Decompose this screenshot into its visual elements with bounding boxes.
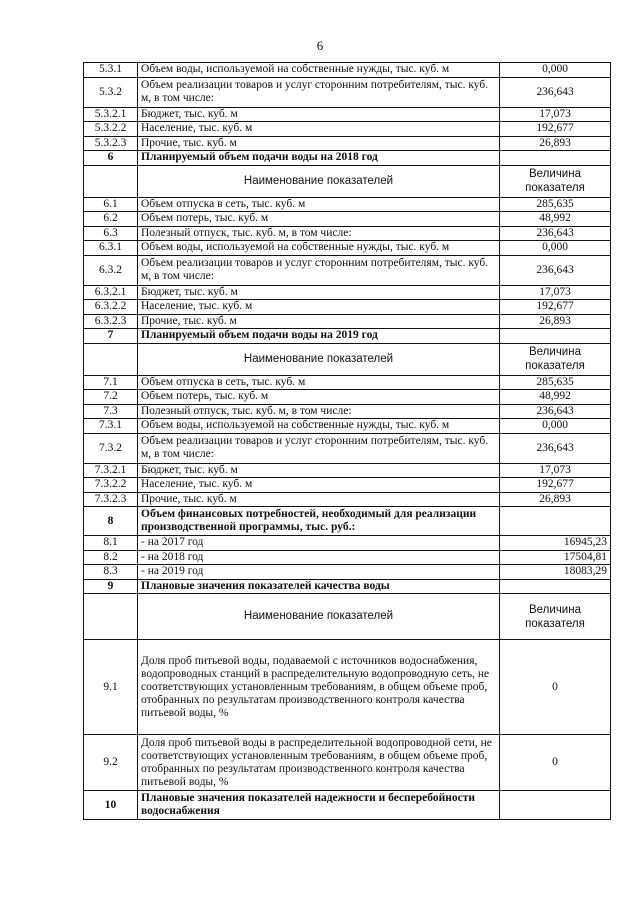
page-number: 6: [316, 38, 324, 53]
column-header-number: [84, 343, 138, 375]
row-indicator: Полезный отпуск, тыс. куб. м, в том числе:: [138, 226, 500, 241]
row-indicator: - на 2018 год: [138, 550, 500, 565]
row-indicator: - на 2017 год: [138, 536, 500, 551]
section-header-row: [84, 151, 611, 166]
table-row: [84, 197, 611, 212]
row-number: 7.3.1: [84, 419, 138, 434]
table-row: [84, 640, 611, 735]
row-value: 236,643: [500, 255, 611, 285]
table-row: [84, 285, 611, 300]
row-number: 7.3.2.2: [84, 478, 138, 493]
row-indicator: Население, тыс. куб. м: [138, 300, 500, 315]
column-header-value: Величина показателя: [500, 165, 611, 197]
row-value: 17504,81: [500, 550, 611, 565]
table-row: [84, 107, 611, 122]
section-title: Объем финансовых потребностей, необходимый для реализации производственной программы, тыс. руб.:: [138, 507, 500, 536]
section-empty: [500, 507, 611, 536]
row-indicator: Население, тыс. куб. м: [138, 478, 500, 493]
row-indicator: Население, тыс. куб. м: [138, 122, 500, 137]
row-indicator: Прочие, тыс. куб. м: [138, 492, 500, 507]
row-indicator: Доля проб питьевой воды в распределительной водопроводной сети, не соответствующих установленным требованиям, в общем объеме проб, отобранных по результатам производственного контроля качества питьевой воды, %: [138, 735, 500, 791]
row-value: 192,677: [500, 122, 611, 137]
row-number: 6.3.2.2: [84, 300, 138, 315]
row-indicator: Объем воды, используемой на собственные нужды, тыс. куб. м: [138, 419, 500, 434]
row-value: 18083,29: [500, 565, 611, 580]
table-row: [84, 314, 611, 329]
row-indicator: Объем реализации товаров и услуг сторонним потребителям, тыс. куб. м, в том числе:: [138, 255, 500, 285]
section-number: 8: [84, 507, 138, 536]
section-number: 9: [84, 579, 138, 594]
column-header-name: Наименование показателей: [138, 165, 500, 197]
row-number: 7.2: [84, 390, 138, 405]
row-number: 6.3.2.3: [84, 314, 138, 329]
row-number: 9.1: [84, 640, 138, 735]
row-indicator: Доля проб питьевой воды, подаваемой с источников водоснабжения, водопроводных станций в распределительную водопроводную сеть, не соответствующих установленным требованиям, в общем объеме проб, отобранных по результатам производственного контроля качества питьевой воды, %: [138, 640, 500, 735]
column-header-name: Наименование показателей: [138, 343, 500, 375]
section-title: Планируемый объем подачи воды на 2019 год: [138, 329, 500, 344]
table-row: [84, 419, 611, 434]
row-number: 7.3.2: [84, 433, 138, 463]
table-row: [84, 478, 611, 493]
row-number: 8.2: [84, 550, 138, 565]
row-indicator: Объем отпуска в сеть, тыс. куб. м: [138, 375, 500, 390]
row-number: 5.3.1: [84, 63, 138, 78]
table-row: [84, 492, 611, 507]
row-number: 5.3.2.1: [84, 107, 138, 122]
column-header-number: [84, 165, 138, 197]
table-row: [84, 390, 611, 405]
row-indicator: Объем отпуска в сеть, тыс. куб. м: [138, 197, 500, 212]
row-number: 5.3.2.2: [84, 122, 138, 137]
row-value: 236,643: [500, 433, 611, 463]
section-title: Плановые значения показателей качества воды: [138, 579, 500, 594]
row-value: 26,893: [500, 492, 611, 507]
row-indicator: Бюджет, тыс. куб. м: [138, 107, 500, 122]
row-number: 6.3.2.1: [84, 285, 138, 300]
column-header-row: [84, 594, 611, 640]
row-number: 6.3.1: [84, 241, 138, 256]
program-table: [83, 62, 611, 820]
row-number: 6.2: [84, 212, 138, 227]
section-empty: [500, 579, 611, 594]
row-number: 7.3.2.3: [84, 492, 138, 507]
row-value: 236,643: [500, 404, 611, 419]
row-number: 7.3.2.1: [84, 463, 138, 478]
row-number: 6.3.2: [84, 255, 138, 285]
row-number: 7.3: [84, 404, 138, 419]
row-indicator: Прочие, тыс. куб. м: [138, 136, 500, 151]
row-number: 5.3.2.3: [84, 136, 138, 151]
section-header-row: [84, 507, 611, 536]
column-header-number: [84, 594, 138, 640]
row-value: 26,893: [500, 136, 611, 151]
row-indicator: Объем воды, используемой на собственные нужды, тыс. куб. м: [138, 241, 500, 256]
section-header-row: [84, 579, 611, 594]
table-row: [84, 63, 611, 78]
section-number: 7: [84, 329, 138, 344]
row-value: 192,677: [500, 478, 611, 493]
section-number: 6: [84, 151, 138, 166]
row-value: 285,635: [500, 197, 611, 212]
table-row: [84, 122, 611, 137]
row-indicator: Объем реализации товаров и услуг сторонним потребителям, тыс. куб. м, в том числе:: [138, 77, 500, 107]
table-row: [84, 300, 611, 315]
row-indicator: Объем реализации товаров и услуг сторонним потребителям, тыс. куб. м, в том числе:: [138, 433, 500, 463]
row-value: 48,992: [500, 390, 611, 405]
row-value: 0,000: [500, 241, 611, 256]
section-title: Плановые значения показателей надежности и бесперебойности водоснабжения: [138, 791, 500, 820]
row-number: 6.1: [84, 197, 138, 212]
row-indicator: Объем потерь, тыс. куб. м: [138, 212, 500, 227]
row-value: 17,073: [500, 285, 611, 300]
column-header-value: Величина показателя: [500, 594, 611, 640]
column-header-row: [84, 165, 611, 197]
row-number: 7.1: [84, 375, 138, 390]
row-indicator: Бюджет, тыс. куб. м: [138, 285, 500, 300]
row-value: 17,073: [500, 107, 611, 122]
row-indicator: Объем потерь, тыс. куб. м: [138, 390, 500, 405]
row-number: 5.3.2: [84, 77, 138, 107]
table-row: [84, 404, 611, 419]
row-value: 17,073: [500, 463, 611, 478]
row-value: 285,635: [500, 375, 611, 390]
row-value: 0,000: [500, 419, 611, 434]
row-number: 6.3: [84, 226, 138, 241]
section-empty: [500, 151, 611, 166]
section-header-row: [84, 791, 611, 820]
row-number: 9.2: [84, 735, 138, 791]
table-row: [84, 433, 611, 463]
row-value: 236,643: [500, 226, 611, 241]
section-number: 10: [84, 791, 138, 820]
row-indicator: Прочие, тыс. куб. м: [138, 314, 500, 329]
row-indicator: Полезный отпуск, тыс. куб. м, в том числе:: [138, 404, 500, 419]
table-row: [84, 77, 611, 107]
row-indicator: Бюджет, тыс. куб. м: [138, 463, 500, 478]
program-table-body: [84, 63, 611, 820]
table-row: [84, 212, 611, 227]
table-row: [84, 136, 611, 151]
row-number: 8.1: [84, 536, 138, 551]
row-indicator: - на 2019 год: [138, 565, 500, 580]
table-row: [84, 241, 611, 256]
row-value: 236,643: [500, 77, 611, 107]
row-value: 0: [500, 640, 611, 735]
section-header-row: [84, 329, 611, 344]
table-row: [84, 565, 611, 580]
row-value: 0,000: [500, 63, 611, 78]
row-indicator: Объем воды, используемой на собственные нужды, тыс. куб. м: [138, 63, 500, 78]
table-row: [84, 375, 611, 390]
row-value: 26,893: [500, 314, 611, 329]
table-row: [84, 226, 611, 241]
row-number: 8.3: [84, 565, 138, 580]
table-row: [84, 255, 611, 285]
row-value: 48,992: [500, 212, 611, 227]
column-header-value: Величина показателя: [500, 343, 611, 375]
section-title: Планируемый объем подачи воды на 2018 год: [138, 151, 500, 166]
column-header-name: Наименование показателей: [138, 594, 500, 640]
row-value: 0: [500, 735, 611, 791]
section-empty: [500, 791, 611, 820]
table-row: [84, 536, 611, 551]
row-value: 192,677: [500, 300, 611, 315]
column-header-row: [84, 343, 611, 375]
table-row: [84, 735, 611, 791]
table-row: [84, 550, 611, 565]
section-empty: [500, 329, 611, 344]
table-row: [84, 463, 611, 478]
row-value: 16945,23: [500, 536, 611, 551]
